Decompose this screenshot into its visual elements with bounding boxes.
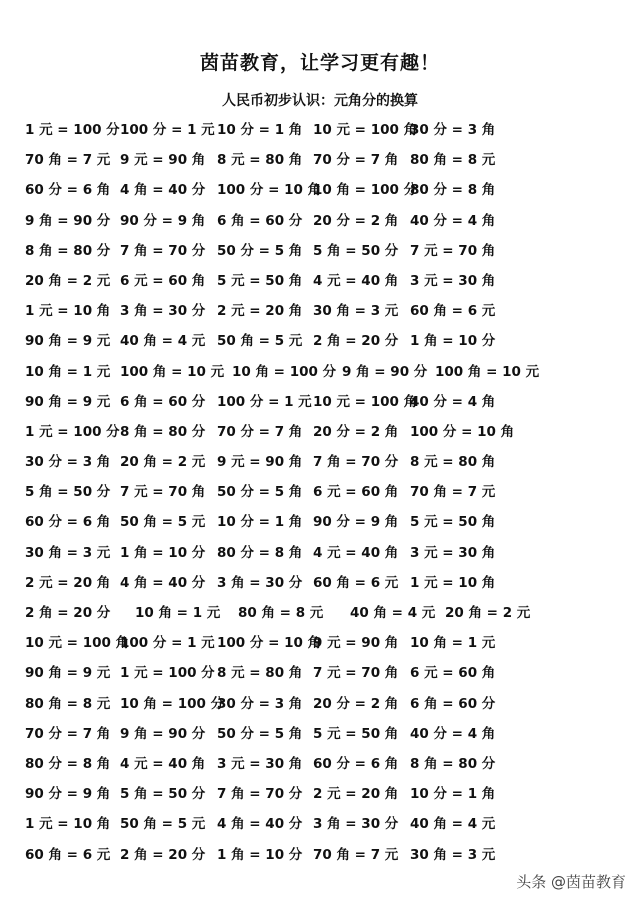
exercise-row [25,692,625,722]
conversion-item: 1 元 = 10 角 [25,816,111,833]
conversion-item: 70 分 = 7 角 [217,423,303,440]
conversion-item: 20 分 = 2 角 [313,695,399,712]
conversion-item: 90 分 = 9 角 [25,786,111,803]
conversion-item: 1 元 = 100 分 [25,423,120,440]
conversion-item: 1 元 = 100 分 [120,665,215,682]
worksheet-subtitle: 人民币初步认识：元角分的换算 [222,93,418,109]
conversion-item: 10 分 = 1 角 [217,514,303,531]
conversion-item: 20 角 = 2 元 [445,605,531,621]
conversion-item: 40 角 = 4 元 [120,333,206,350]
conversion-item: 70 角 = 7 元 [313,846,399,863]
exercise-row [25,843,625,873]
conversion-item: 8 元 = 80 角 [217,152,303,169]
conversion-item: 10 元 = 100 角 [25,635,130,652]
conversion-item: 7 元 = 70 角 [410,242,496,259]
conversion-item: 6 元 = 60 角 [410,665,496,682]
conversion-item: 10 角 = 1 元 [135,605,221,621]
conversion-item: 100 分 = 10 角 [217,182,322,199]
conversion-item: 10 分 = 1 角 [410,786,496,803]
exercise-row [25,148,625,178]
conversion-item: 1 元 = 10 角 [25,303,111,320]
conversion-item: 6 角 = 60 分 [120,393,206,410]
conversion-item: 10 分 = 1 角 [217,122,303,138]
conversion-item: 2 角 = 20 分 [120,846,206,863]
conversion-item: 30 分 = 3 角 [410,122,496,138]
conversion-item: 5 角 = 50 分 [313,242,399,259]
conversion-item: 20 分 = 2 角 [313,212,399,229]
exercise-row [25,360,625,390]
conversion-item: 9 元 = 90 角 [120,152,206,169]
conversion-item: 100 分 = 10 角 [217,635,322,652]
conversion-item: 40 分 = 4 角 [410,725,496,742]
conversion-item: 50 角 = 5 元 [120,514,206,531]
conversion-item: 90 角 = 9 元 [25,333,111,350]
exercise-row [25,541,625,571]
conversion-item: 3 元 = 30 角 [410,272,496,289]
conversion-item: 50 分 = 5 角 [217,484,303,501]
conversion-item: 6 元 = 60 角 [120,272,206,289]
conversion-item: 6 元 = 60 角 [313,484,399,501]
conversion-item: 80 分 = 8 角 [217,544,303,561]
conversion-item: 3 角 = 30 分 [120,303,206,320]
conversion-item: 40 分 = 4 角 [410,212,496,229]
conversion-item: 20 角 = 2 元 [25,272,111,289]
conversion-item: 80 分 = 8 角 [25,755,111,772]
conversion-item: 10 角 = 1 元 [410,635,496,652]
exercise-row [25,269,625,299]
conversion-item: 3 元 = 30 角 [217,755,303,772]
conversion-item: 30 分 = 3 角 [217,695,303,712]
conversion-item: 4 角 = 40 分 [120,182,206,199]
conversion-item: 100 分 = 1 元 [120,122,215,138]
conversion-item: 30 角 = 3 元 [410,846,496,863]
conversion-item: 2 角 = 20 分 [313,333,399,350]
conversion-item: 7 角 = 70 分 [313,454,399,471]
conversion-item: 70 分 = 7 角 [25,725,111,742]
conversion-item: 60 角 = 6 元 [410,303,496,320]
conversion-item: 1 角 = 10 分 [217,846,303,863]
exercise-row [25,782,625,812]
conversion-item: 50 角 = 5 元 [120,816,206,833]
conversion-item: 70 分 = 7 角 [313,152,399,169]
conversion-item: 5 元 = 50 角 [313,725,399,742]
conversion-item: 1 元 = 10 角 [410,574,496,591]
exercise-row [25,329,625,359]
conversion-item: 7 元 = 70 角 [120,484,206,501]
conversion-item: 80 分 = 8 角 [410,182,496,199]
page-title: 茵苗教育，让学习更有趣！ [199,52,440,74]
exercise-row [25,480,625,510]
conversion-item: 9 角 = 90 分 [342,363,428,380]
conversion-item: 3 元 = 30 角 [410,544,496,561]
exercise-row [25,812,625,842]
conversion-item: 2 元 = 20 角 [217,303,303,320]
conversion-item: 5 角 = 50 分 [25,484,111,501]
watermark: 头条 @茵苗教育 [516,873,626,891]
exercise-row [25,752,625,782]
exercise-row [25,178,625,208]
conversion-item: 1 元 = 100 分 [25,122,120,138]
conversion-item: 8 角 = 80 分 [25,242,111,259]
conversion-item: 7 元 = 70 角 [313,665,399,682]
conversion-item: 8 角 = 80 分 [410,755,496,772]
conversion-item: 50 分 = 5 角 [217,242,303,259]
conversion-item: 8 元 = 80 角 [410,454,496,471]
conversion-item: 30 分 = 3 角 [25,454,111,471]
conversion-item: 80 角 = 8 元 [410,152,496,169]
exercise-list [25,118,625,873]
conversion-item: 4 元 = 40 角 [313,544,399,561]
conversion-item: 2 元 = 20 角 [25,574,111,591]
conversion-item: 60 分 = 6 角 [25,182,111,199]
conversion-item: 70 角 = 7 元 [410,484,496,501]
exercise-row [25,601,625,631]
conversion-item: 8 元 = 80 角 [217,665,303,682]
conversion-item: 9 角 = 90 分 [25,212,111,229]
conversion-item: 10 角 = 100 分 [313,182,418,199]
exercise-row [25,450,625,480]
conversion-item: 60 分 = 6 角 [313,755,399,772]
conversion-item: 4 角 = 40 分 [217,816,303,833]
conversion-item: 50 角 = 5 元 [217,333,303,350]
exercise-row [25,631,625,661]
conversion-item: 9 元 = 90 角 [217,454,303,471]
conversion-item: 40 角 = 4 元 [350,605,436,621]
conversion-item: 4 元 = 40 角 [313,272,399,289]
conversion-item: 80 角 = 8 元 [238,605,324,621]
exercise-row [25,722,625,752]
conversion-item: 2 角 = 20 分 [25,605,111,621]
conversion-item: 90 分 = 9 角 [120,212,206,229]
exercise-row [25,420,625,450]
conversion-item: 100 角 = 10 元 [435,363,540,380]
conversion-item: 9 角 = 90 分 [120,725,206,742]
conversion-item: 100 分 = 10 角 [410,423,515,440]
conversion-item: 5 元 = 50 角 [217,272,303,289]
conversion-item: 7 角 = 70 分 [120,242,206,259]
conversion-item: 5 角 = 50 分 [120,786,206,803]
conversion-item: 60 角 = 6 元 [313,574,399,591]
conversion-item: 9 元 = 90 角 [313,635,399,652]
conversion-item: 90 角 = 9 元 [25,393,111,410]
exercise-row [25,510,625,540]
conversion-item: 7 角 = 70 分 [217,786,303,803]
conversion-item: 30 角 = 3 元 [25,544,111,561]
conversion-item: 30 角 = 3 元 [313,303,399,320]
conversion-item: 100 分 = 1 元 [120,635,215,652]
conversion-item: 3 角 = 30 分 [217,574,303,591]
conversion-item: 20 分 = 2 角 [313,423,399,440]
conversion-item: 4 元 = 40 角 [120,755,206,772]
conversion-item: 100 角 = 10 元 [120,363,225,380]
conversion-item: 4 角 = 40 分 [120,574,206,591]
conversion-item: 40 角 = 4 元 [410,816,496,833]
conversion-item: 10 角 = 100 分 [232,363,337,380]
exercise-row [25,390,625,420]
conversion-item: 10 角 = 1 元 [25,363,111,380]
conversion-item: 10 角 = 100 分 [120,695,225,712]
conversion-item: 2 元 = 20 角 [313,786,399,803]
conversion-item: 90 角 = 9 元 [25,665,111,682]
conversion-item: 6 角 = 60 分 [410,695,496,712]
exercise-row [25,209,625,239]
conversion-item: 3 角 = 30 分 [313,816,399,833]
exercise-row [25,239,625,269]
conversion-item: 80 角 = 8 元 [25,695,111,712]
conversion-item: 5 元 = 50 角 [410,514,496,531]
conversion-item: 8 角 = 80 分 [120,423,206,440]
conversion-item: 20 角 = 2 元 [120,454,206,471]
exercise-row [25,661,625,691]
conversion-item: 100 分 = 1 元 [217,393,312,410]
conversion-item: 1 角 = 10 分 [120,544,206,561]
conversion-item: 10 元 = 100 角 [313,122,418,138]
conversion-item: 50 分 = 5 角 [217,725,303,742]
exercise-row [25,118,625,148]
conversion-item: 70 角 = 7 元 [25,152,111,169]
conversion-item: 60 角 = 6 元 [25,846,111,863]
exercise-row [25,571,625,601]
conversion-item: 40 分 = 4 角 [410,393,496,410]
conversion-item: 90 分 = 9 角 [313,514,399,531]
conversion-item: 10 元 = 100 角 [313,393,418,410]
conversion-item: 60 分 = 6 角 [25,514,111,531]
conversion-item: 1 角 = 10 分 [410,333,496,350]
conversion-item: 6 角 = 60 分 [217,212,303,229]
exercise-row [25,299,625,329]
